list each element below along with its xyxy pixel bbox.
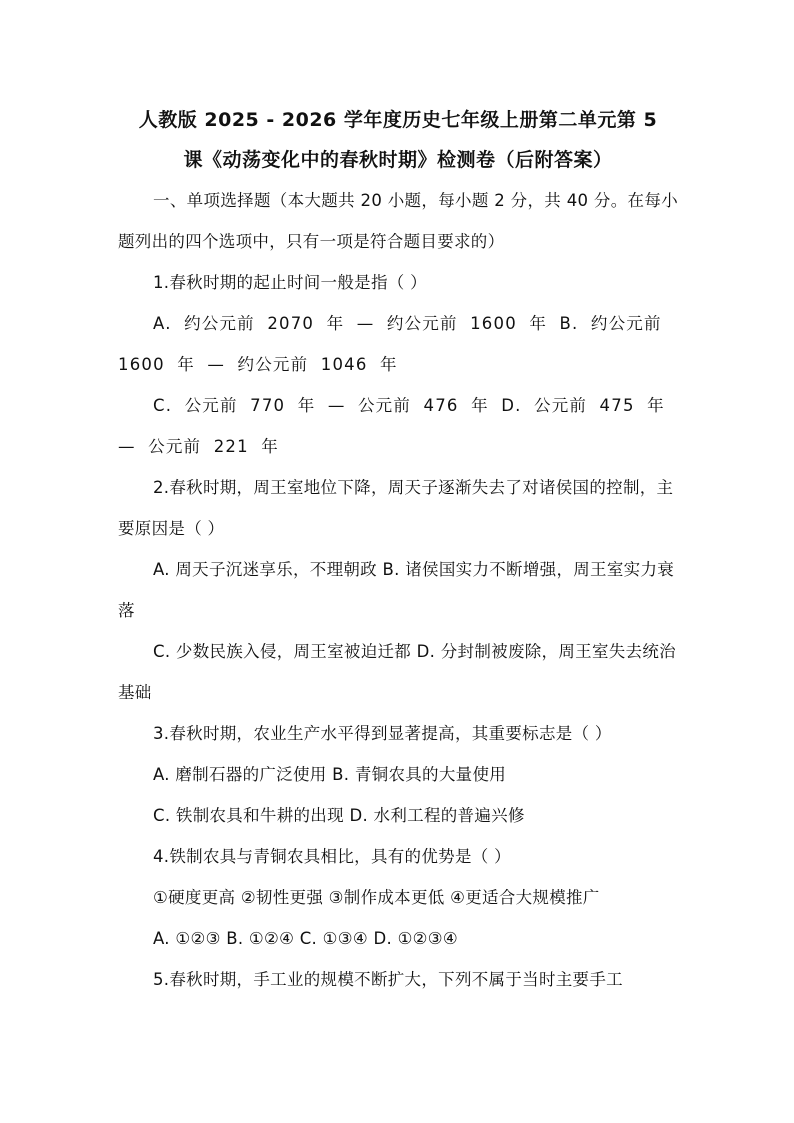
question-1-options-ab: A. 约公元前 2070 年 — 约公元前 1600 年 B. 约公元前 1600 年 — 约公元前 1046 年	[118, 314, 662, 374]
question-4-options: A. ①②③ B. ①②④ C. ①③④ D. ①②③④	[153, 929, 458, 948]
question-3-options-ab: A. 磨制石器的广泛使用 B. 青铜农具的大量使用	[153, 765, 507, 784]
question-2-options-cd: C. 少数民族入侵，周王室被迫迁都 D. 分封制被废除，周王室失去统治基础	[118, 642, 676, 702]
question-1-options-cd: C. 公元前 770 年 — 公元前 476 年 D. 公元前 475 年 — 公元前 221 年	[118, 396, 665, 456]
question-4-statements: ①硬度更高 ②韧性更强 ③制作成本更低 ④更适合大规模推广	[153, 888, 600, 907]
document-title-line-2: 课《动荡变化中的春秋时期》检测卷（后附答案）	[183, 149, 613, 171]
question-2-options-ab: A. 周天子沉迷享乐，不理朝政 B. 诸侯国实力不断增强，周王室实力衰落	[118, 560, 675, 620]
document-title-line-1: 人教版 2025 - 2026 学年度历史七年级上册第二单元第 5	[138, 109, 658, 131]
question-3-options-cd: C. 铁制农具和牛耕的出现 D. 水利工程的普遍兴修	[153, 806, 525, 825]
question-3-stem: 3.春秋时期，农业生产水平得到显著提高，其重要标志是（ ）	[153, 724, 612, 743]
question-2-stem: 2.春秋时期，周王室地位下降，周天子逐渐失去了对诸侯国的控制，主要原因是（ ）	[118, 478, 674, 538]
question-5-stem: 5.春秋时期，手工业的规模不断扩大，下列不属于当时主要手工	[153, 970, 623, 989]
question-1-stem: 1.春秋时期的起止时间一般是指（ ）	[153, 273, 427, 292]
question-4-stem: 4.铁制农具与青铜农具相比，具有的优势是（ ）	[153, 847, 511, 866]
section-heading: 一、单项选择题（本大题共 20 小题，每小题 2 分，共 40 分。在每小题列出的四个选项中，只有一项是符合题目要求的）	[118, 191, 678, 251]
document-page	[118, 100, 678, 1000]
